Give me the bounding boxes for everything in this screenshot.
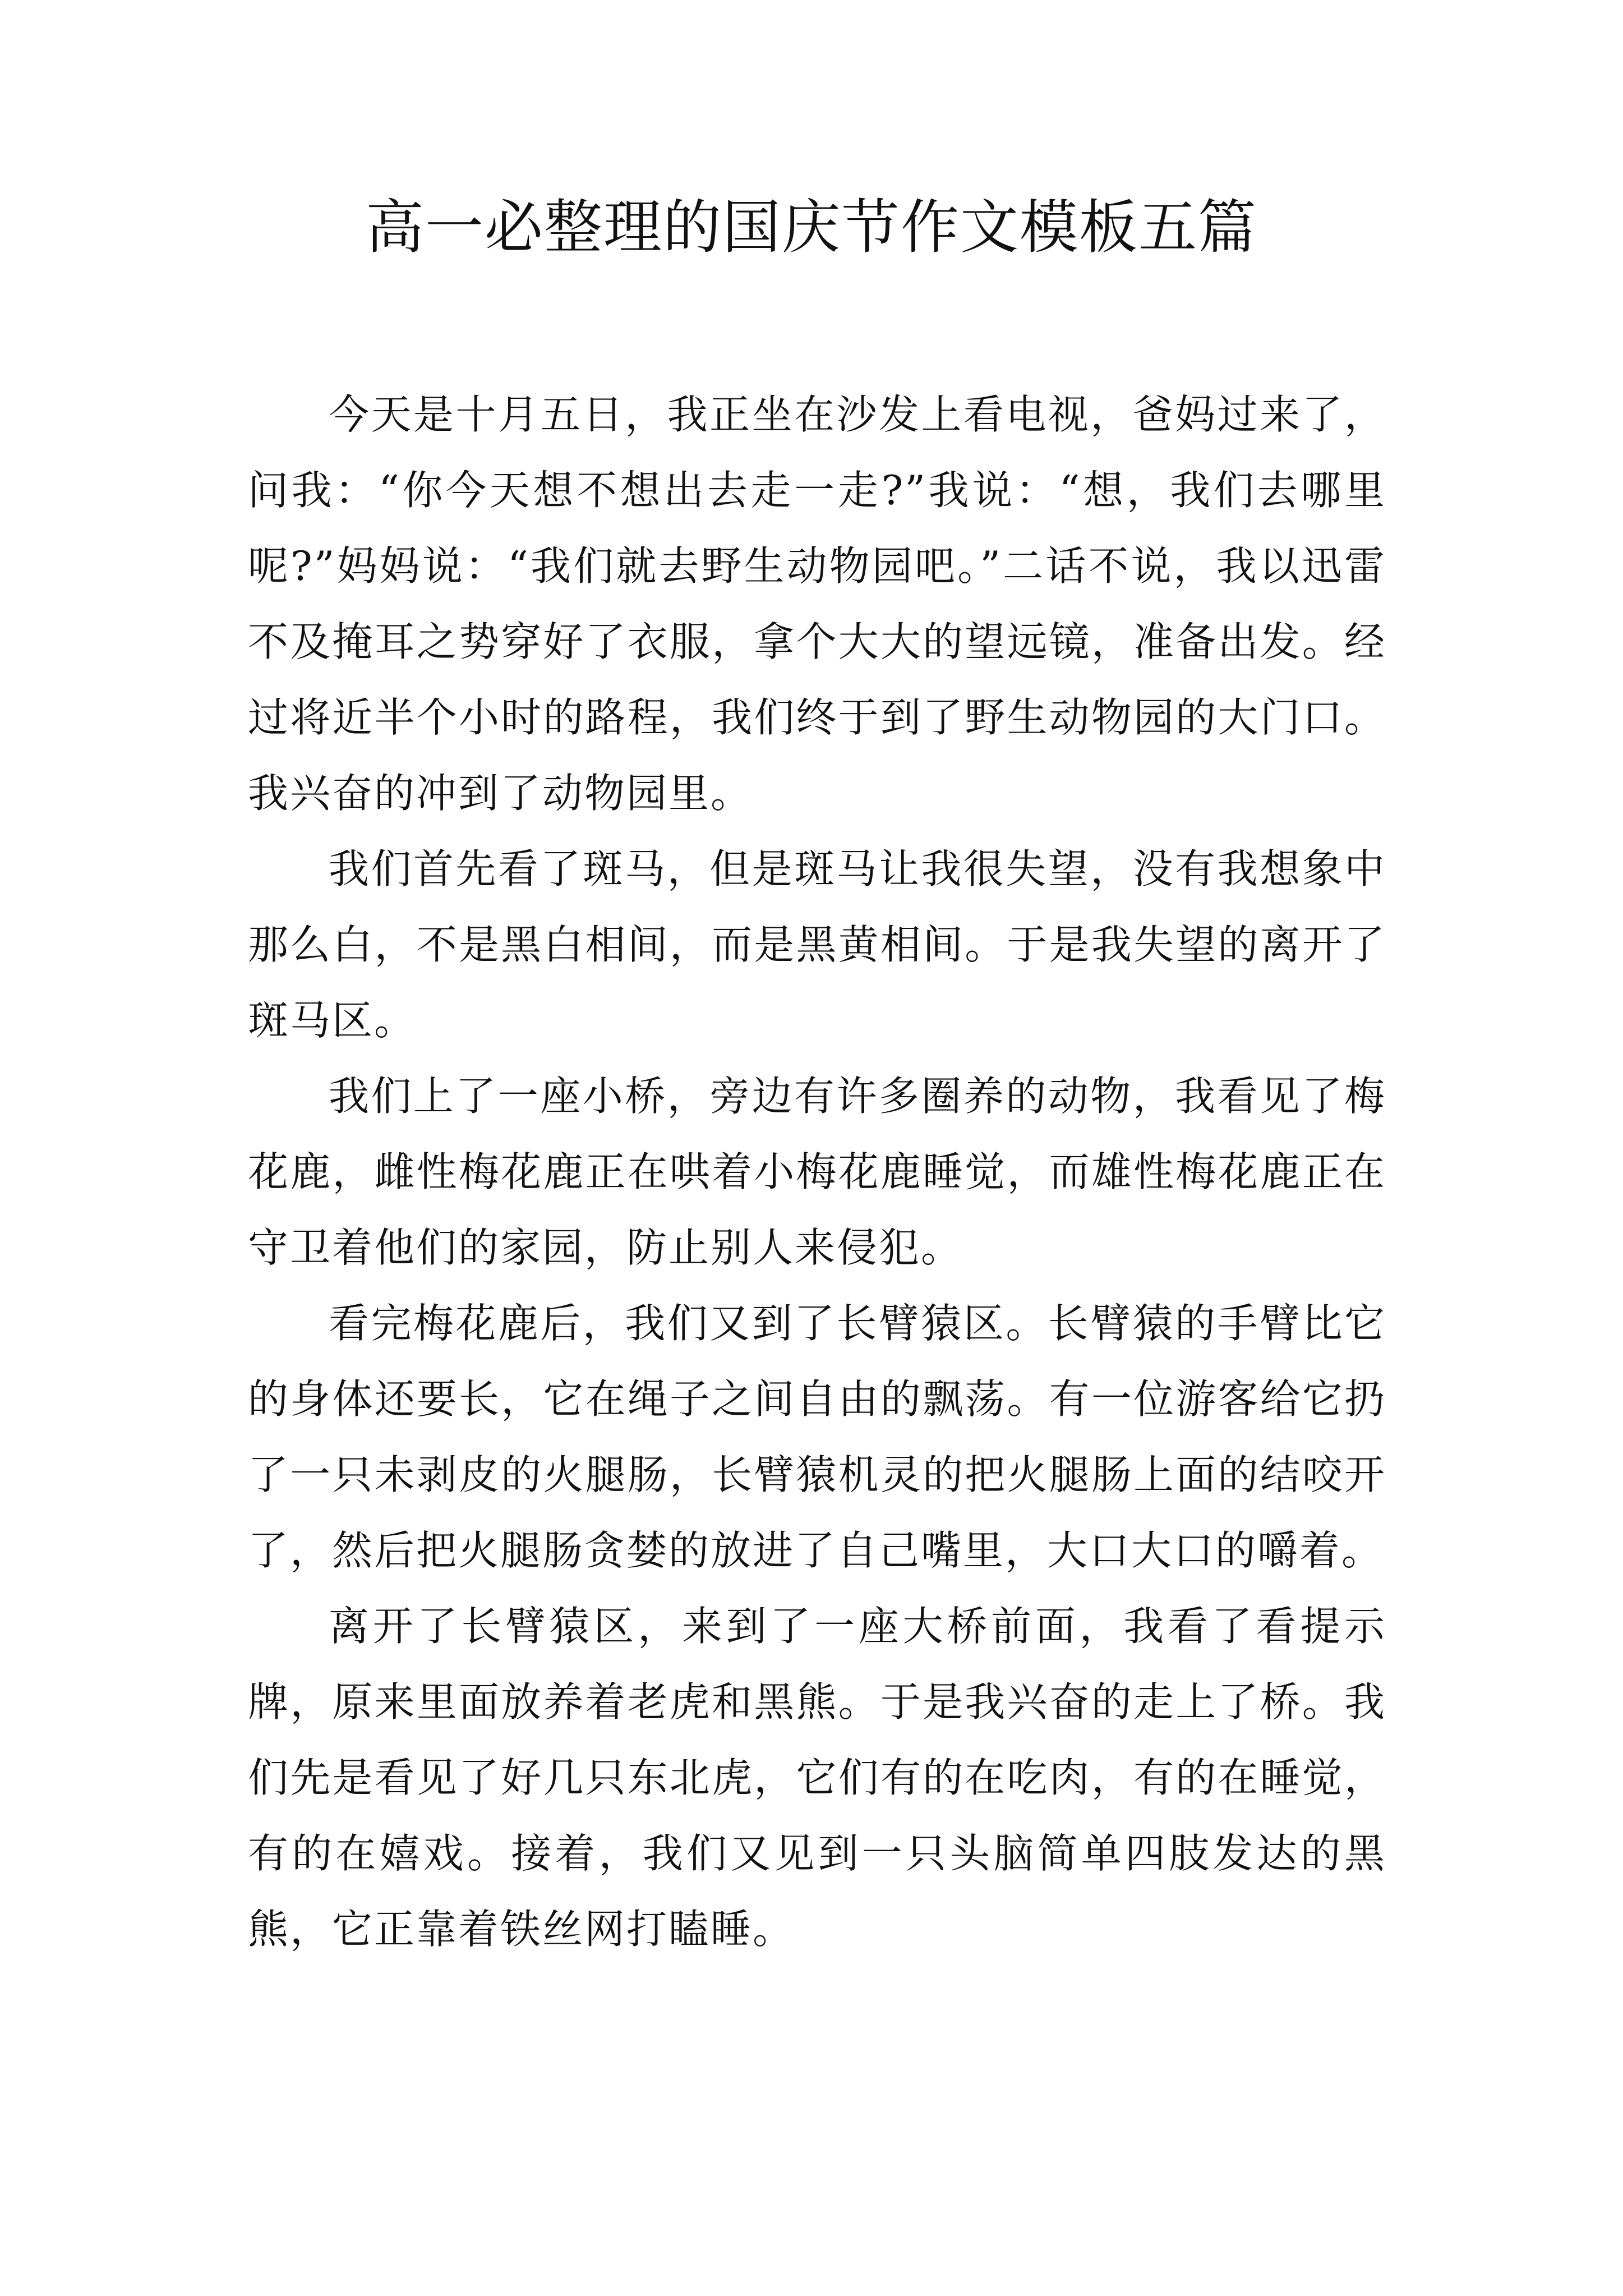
paragraph-5: 离开了长臂猿区，来到了一座大桥前面，我看了看提示牌，原来里面放养着老虎和黑熊。于是我兴奋的走上了桥。我们先是看见了好几只东北虎，它们有的在吃肉，有的在睡觉，有的在嬉戏。接着，我们又见到一只头脑简单四肢发达的黑熊，它正靠着铁丝网打瞌睡。 bbox=[248, 1603, 1386, 1953]
document-title: 高一必整理的国庆节作文模板五篇 bbox=[365, 193, 1257, 261]
paragraph-1: 今天是十月五日，我正坐在沙发上看电视，爸妈过来了，问我：“你今天想不想出去走一走?”我说：“想，我们去哪里呢?”妈妈说：“我们就去野生动物园吧。”二话不说，我以迅雷不及掩耳之势穿好了衣服，拿个大大的望远镜，准备出发。经过将近半个小时的路程，我们终于到了野生动物园的大门口。我兴奋的冲到了动物园里。 bbox=[248, 391, 1386, 817]
paragraph-3: 我们上了一座小桥，旁边有许多圈养的动物，我看见了梅花鹿，雌性梅花鹿正在哄着小梅花鹿睡觉，而雄性梅花鹿正在守卫着他们的家园，防止别人来侵犯。 bbox=[248, 1073, 1386, 1271]
paragraph-4: 看完梅花鹿后，我们又到了长臂猿区。长臂猿的手臂比它的身体还要长，它在绳子之间自由的飘荡。有一位游客给它扔了一只未剥皮的火腿肠，长臂猿机灵的把火腿肠上面的结咬开了，然后把火腿肠贪婪的放进了自己嘴里，大口大口的嚼着。 bbox=[248, 1300, 1386, 1574]
document-body bbox=[248, 377, 1386, 1967]
paragraph-2: 我们首先看了斑马，但是斑马让我很失望，没有我想象中那么白，不是黑白相间，而是黑黄相间。于是我失望的离开了斑马区。 bbox=[248, 845, 1386, 1044]
